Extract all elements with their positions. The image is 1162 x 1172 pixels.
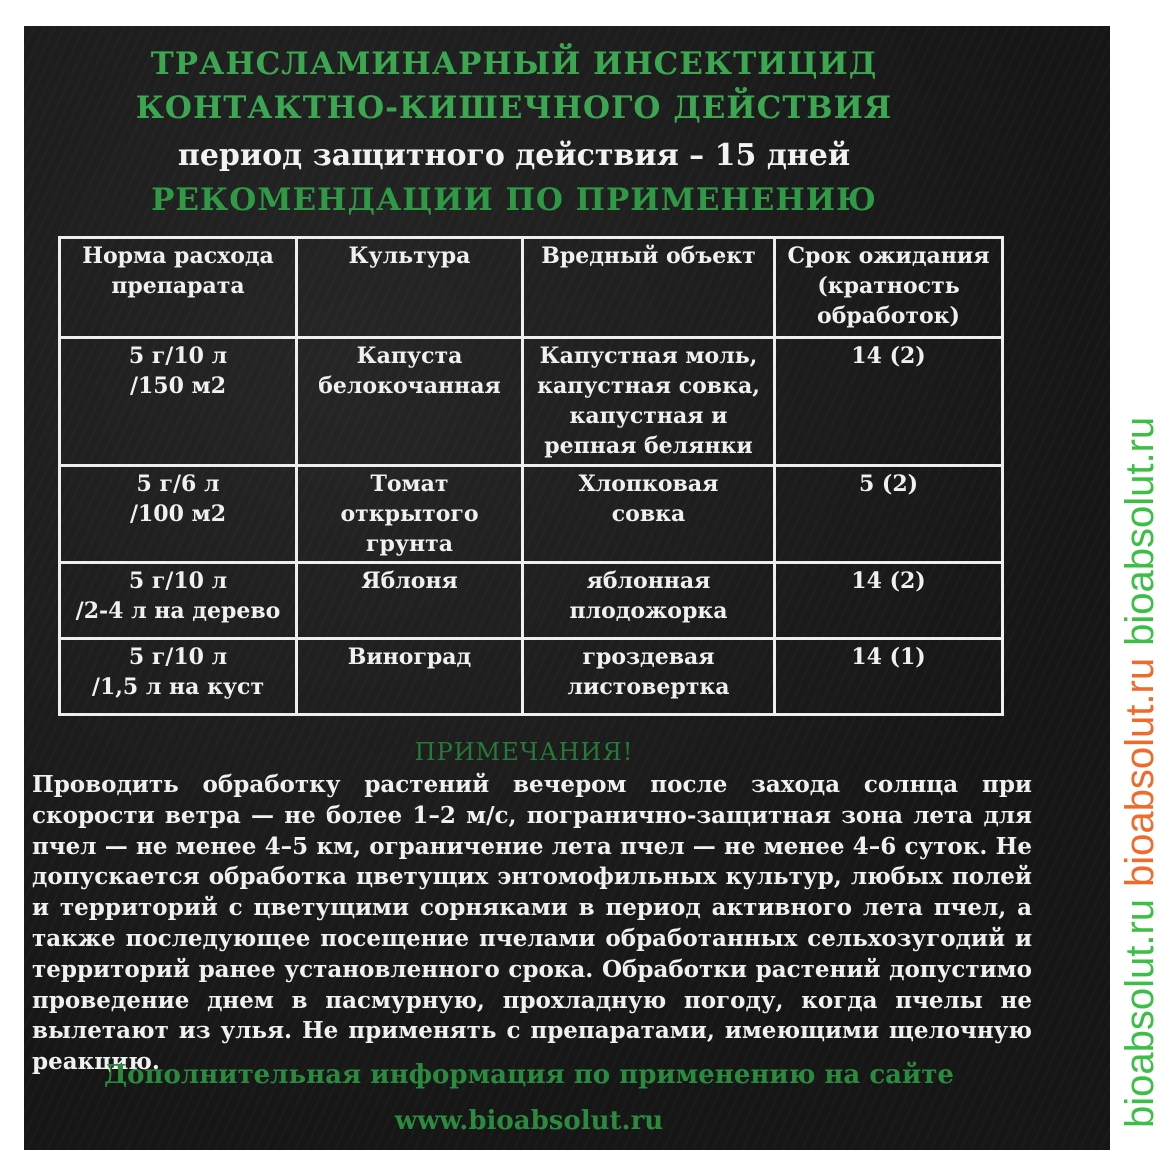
cell-waiting: 14 (1) bbox=[775, 639, 1003, 715]
cell-rate: 5 г/10 л /150 м2 bbox=[60, 338, 297, 466]
watermark-text: bioabsolut.ru bbox=[1118, 416, 1162, 646]
cell-rate: 5 г/10 л /1,5 л на куст bbox=[60, 639, 297, 715]
table-row bbox=[60, 338, 1003, 466]
title-line-1: ТРАНСЛАМИНАРНЫЙ ИНСЕКТИЦИД bbox=[150, 46, 878, 82]
product-label bbox=[24, 26, 1162, 1150]
cell-pest: яблонная плодожорка bbox=[523, 563, 775, 639]
cell-pest: Хлопковая совка bbox=[523, 466, 775, 563]
cell-crop: Виноград bbox=[297, 639, 523, 715]
notes-text: Проводить обработку растений вечером после захода солнца при скорости ветра — не более 1–2 м/с, погранично-защитная зона лета для пчел — не менее 4–5 км, ограничение лета пчел — не менее 4–6 суток. Не допускается обработка цветущих энтомофильных культур, любых полей и территорий с цветущими сорняками в период активного лета пчел, а также последующее посещение пчелами обработанных сельхозугодий и территорий ранее установленного срока. Обработки растений допустимо проведение днем в пасмурную, прохладную погоду, когда пчелы не вылетают из улья. Не применять с препаратами, имеющими щелочную реакцию. bbox=[32, 771, 1032, 1076]
cell-waiting: 5 (2) bbox=[775, 466, 1003, 563]
cell-rate: 5 г/6 л /100 м2 bbox=[60, 466, 297, 563]
cell-rate: 5 г/10 л /2-4 л на дерево bbox=[60, 563, 297, 639]
table-row bbox=[60, 639, 1003, 715]
recommendations-heading: РЕКОМЕНДАЦИИ ПО ПРИМЕНЕНИЮ bbox=[151, 182, 877, 218]
notes-title: ПРИМЕЧАНИЯ! bbox=[414, 738, 634, 766]
cell-waiting: 14 (2) bbox=[775, 563, 1003, 639]
column-header-crop: Культура bbox=[297, 238, 523, 338]
protection-period: период защитного действия – 15 дней bbox=[177, 138, 851, 173]
more-info-text: Дополнительная информация по применению на сайте bbox=[104, 1060, 954, 1090]
website-link[interactable]: www.bioabsolut.ru bbox=[394, 1106, 664, 1136]
watermark-text: bioabsolut.ru bbox=[1118, 898, 1162, 1128]
cell-waiting: 14 (2) bbox=[775, 338, 1003, 466]
application-table bbox=[58, 236, 1004, 716]
column-header-waiting: Срок ожидания (кратность обработок) bbox=[775, 238, 1003, 338]
cell-pest: гроздевая листовертка bbox=[523, 639, 775, 715]
title-line-2: КОНТАКТНО-КИШЕЧНОГО ДЕЙСТВИЯ bbox=[135, 90, 893, 126]
watermark-text: bioabsolut.ru bbox=[1118, 657, 1162, 887]
cell-pest: Капустная моль, капустная совка, капустная и репная белянки bbox=[523, 338, 775, 466]
table-row bbox=[60, 563, 1003, 639]
cell-crop: Яблоня bbox=[297, 563, 523, 639]
watermark bbox=[1118, 88, 1162, 1128]
cell-crop: Капуста белокочанная bbox=[297, 338, 523, 466]
table-header-row bbox=[60, 238, 1003, 338]
cell-crop: Томат открытого грунта bbox=[297, 466, 523, 563]
column-header-pest: Вредный объект bbox=[523, 238, 775, 338]
table-row bbox=[60, 466, 1003, 563]
column-header-rate: Норма расхода препарата bbox=[60, 238, 297, 338]
